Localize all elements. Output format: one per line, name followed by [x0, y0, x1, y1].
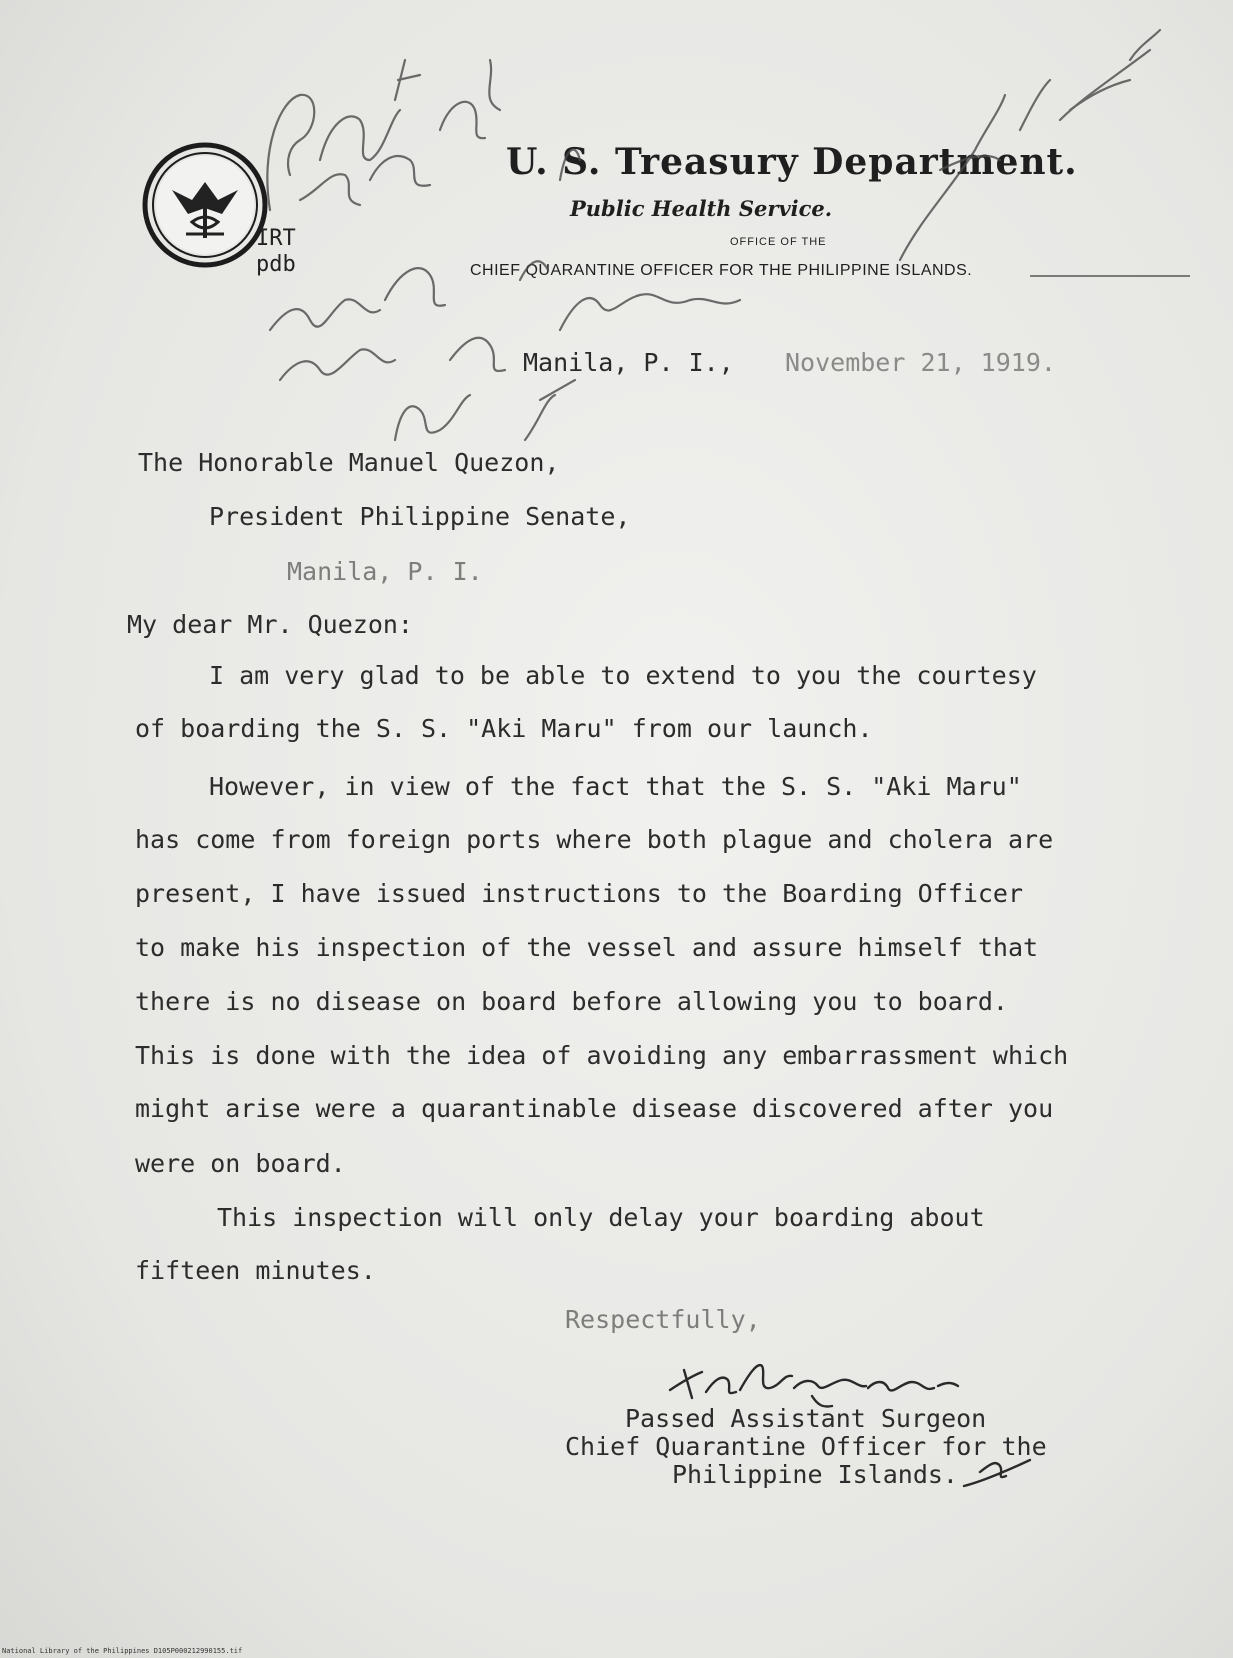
body-line: there is no disease on board before allowing you to board.	[135, 987, 1008, 1016]
letterhead-department: U. S. Treasury Department.	[506, 141, 1078, 183]
letterhead-rule	[1030, 275, 1190, 277]
signer-line: Philippine Islands.	[672, 1460, 958, 1489]
closing: Respectfully,	[565, 1305, 761, 1334]
salutation: My dear Mr. Quezon:	[127, 610, 413, 639]
body-line: has come from foreign ports where both plague and cholera are	[135, 825, 1054, 854]
body-line: of boarding the S. S. "Aki Maru" from our launch.	[135, 714, 873, 743]
treasury-seal-icon	[142, 142, 268, 268]
body-line: fifteen minutes.	[135, 1256, 376, 1285]
handwritten-initial-mark	[960, 1452, 1040, 1492]
body-line: might arise were a quarantinable disease discovered after you	[135, 1094, 1054, 1123]
body-line: This is done with the idea of avoiding any embarrassment which	[135, 1041, 1069, 1070]
signer-line: Passed Assistant Surgeon	[625, 1404, 987, 1433]
letterhead-office-of: OFFICE OF THE	[730, 236, 827, 248]
addressee-name: The Honorable Manuel Quezon,	[138, 448, 560, 477]
body-line: I am very glad to be able to extend to you the courtesy	[209, 661, 1037, 690]
initials-line-2: pdb	[256, 252, 296, 277]
letterhead-office: CHIEF QUARANTINE OFFICER FOR THE PHILIPPINE ISLANDS.	[470, 262, 973, 279]
body-line: were on board.	[135, 1149, 346, 1178]
body-line: present, I have issued instructions to the Boarding Officer	[135, 879, 1024, 908]
body-line: However, in view of the fact that the S. S. "Aki Maru"	[209, 772, 1022, 801]
addressee-title: President Philippine Senate,	[209, 502, 631, 531]
signer-line: Chief Quarantine Officer for the	[565, 1432, 1047, 1461]
dateline-date: November 21, 1919.	[785, 348, 1056, 377]
initials-line-1: IRT	[256, 226, 296, 251]
body-line: to make his inspection of the vessel and assure himself that	[135, 933, 1039, 962]
dateline-place: Manila, P. I.,	[523, 348, 734, 377]
archive-footer: National Library of the Philippines D105P000212990155.tif	[2, 1647, 243, 1655]
handwritten-signature	[662, 1352, 992, 1412]
reference-initials	[256, 226, 296, 278]
letterhead-service: Public Health Service.	[570, 196, 833, 221]
addressee-city: Manila, P. I.	[287, 557, 483, 586]
body-line: This inspection will only delay your boarding about	[217, 1203, 985, 1232]
